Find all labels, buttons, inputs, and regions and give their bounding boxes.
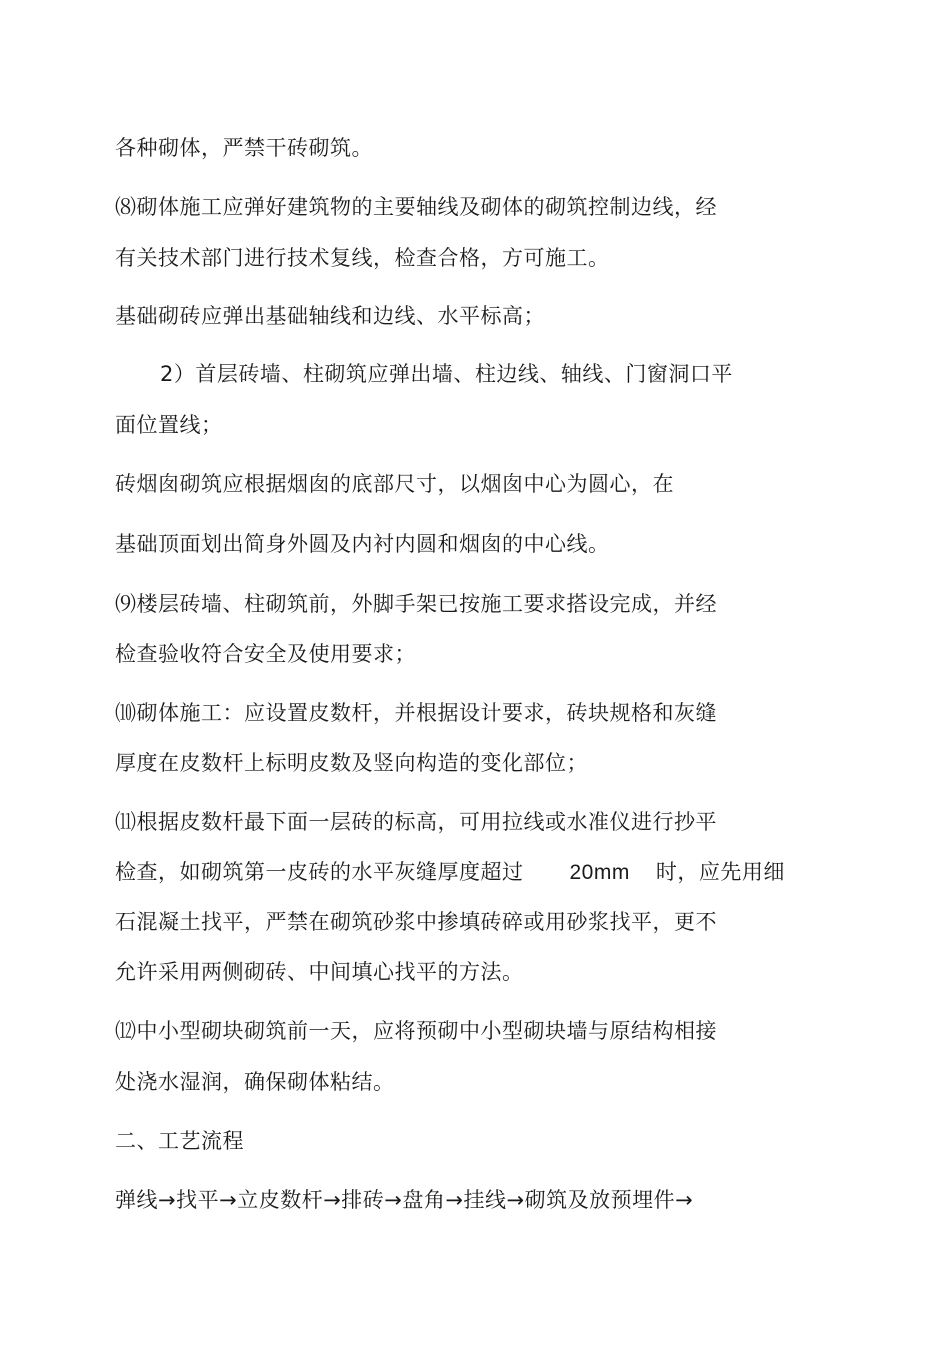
text-line: ⑿中小型砌块砌筑前一天，应将预砌中小型砌块墙与原结构相接 — [115, 1019, 717, 1043]
text-line: 厚度在皮数杆上标明皮数及竖向构造的变化部位； — [115, 751, 588, 775]
text-line: 有关技术部门进行技术复线，检查合格，方可施工。 — [115, 246, 610, 270]
measure-value: 20mm — [569, 861, 630, 884]
text-line: 各种砌体，严禁干砖砌筑。 — [115, 136, 373, 160]
text-line: 面位置线； — [115, 413, 223, 437]
text-line: 砖烟囱砌筑应根据烟囱的底部尺寸，以烟囱中心为圆心，在 — [115, 472, 674, 496]
text-line: ⑽砌体施工：应设置皮数杆，并根据设计要求，砖块规格和灰缝 — [115, 701, 717, 725]
text-line: 弹线→找平→立皮数杆→排砖→盘角→挂线→砌筑及放预埋件→ — [115, 1188, 694, 1212]
text-line: 检查验收符合安全及使用要求； — [115, 642, 416, 666]
text-segment: 时，应先用细 — [655, 860, 785, 884]
text-segment: 检查，如砌筑第一皮砖的水平灰缝厚度超过 — [115, 860, 524, 884]
text-line: 基础顶面划出简身外圆及内衬内圆和烟囱的中心线。 — [115, 532, 610, 556]
text-line: 基础砌砖应弹出基础轴线和边线、水平标高； — [115, 304, 545, 328]
text-line-indented: 2）首层砖墙、柱砌筑应弹出墙、柱边线、轴线、门窗洞口平 — [160, 362, 733, 386]
text-line: 允许采用两侧砌砖、中间填心找平的方法。 — [115, 960, 524, 984]
text-line: ⑼楼层砖墙、柱砌筑前，外脚手架已按施工要求搭设完成，并经 — [115, 592, 717, 616]
text-line: ⑾根据皮数杆最下面一层砖的标高，可用拉线或水准仪进行抄平 — [115, 810, 717, 834]
text-line: 石混凝土找平，严禁在砌筑砂浆中掺填砖碎或用砂浆找平，更不 — [115, 910, 717, 934]
text-line: 处浇水湿润，确保砌体粘结。 — [115, 1070, 395, 1094]
text-line: ⑻砌体施工应弹好建筑物的主要轴线及砌体的砌筑控制边线，经 — [115, 195, 717, 219]
section-heading: 二、工艺流程 — [115, 1129, 244, 1153]
text-line-with-measure — [115, 858, 785, 887]
